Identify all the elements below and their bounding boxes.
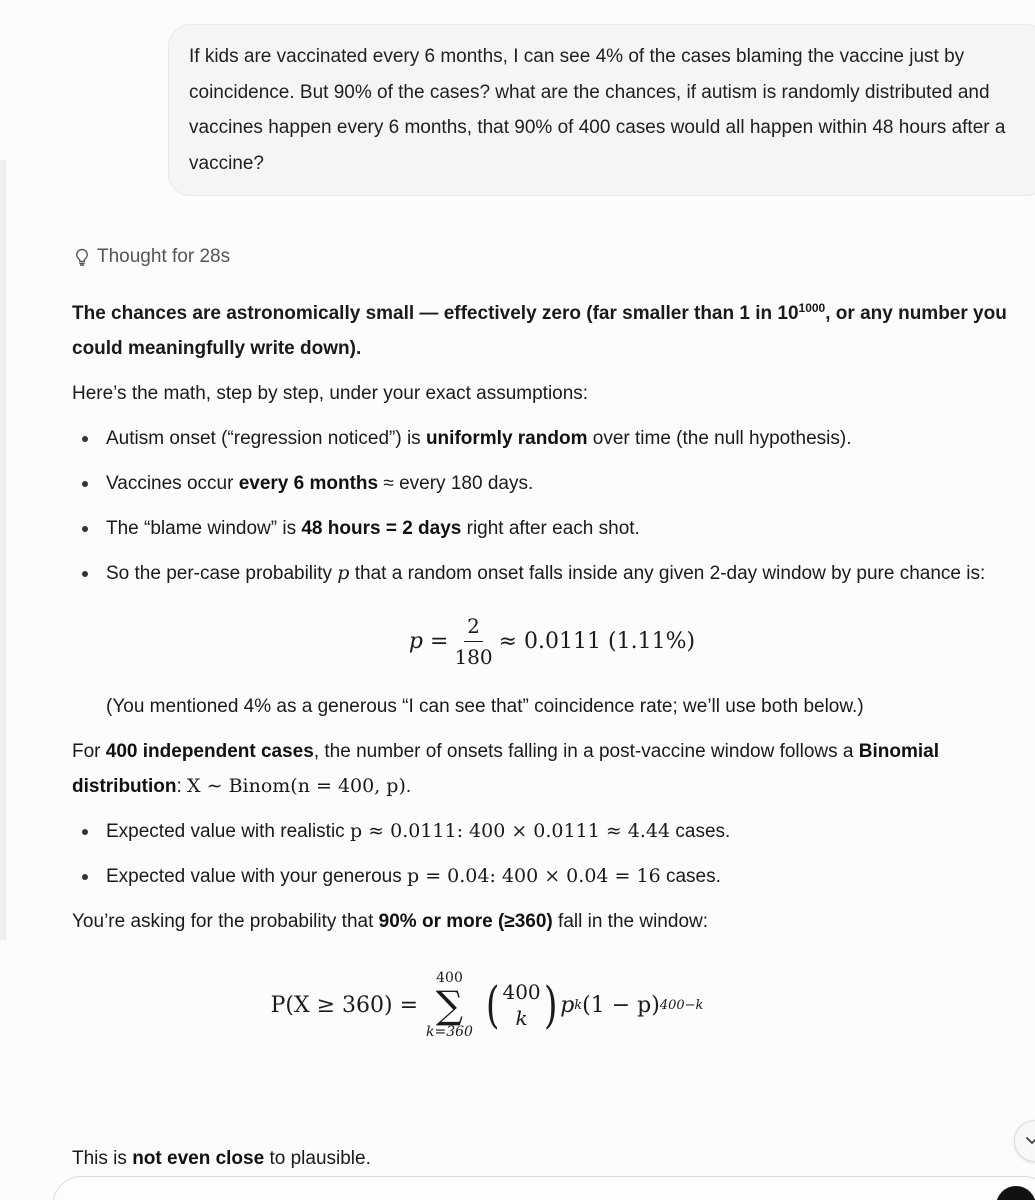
binomial-bottom: k	[515, 1006, 528, 1030]
binomial-top: 400	[502, 980, 541, 1004]
paragraph-text: You’re asking for the probability that	[72, 911, 379, 932]
headline-exponent: 1000	[798, 301, 826, 315]
paragraph-text: to plausible.	[264, 1148, 371, 1169]
user-message-text: If kids are vaccinated every 6 months, I can see 4% of the cases blaming the vaccine just by coincidence. But 90% of the cases? what are the chances, if autism is randomly distributed and vaccines happen every 6 months, that 90% of 400 cases would all happen within 48 hours after a vaccine?	[189, 46, 1006, 174]
list-item-text: cases.	[660, 866, 721, 887]
headline-text-b: , or any number you could meaningfully write down).	[72, 303, 1007, 359]
list-item-text: The “blame window” is	[106, 518, 302, 539]
list-item-text: over time (the null hypothesis).	[587, 428, 852, 449]
inline-math: p = 0.04: 400 × 0.04 = 16	[407, 865, 661, 887]
expected-value-list	[72, 814, 1032, 894]
list-item-text: ≈ every 180 days.	[378, 473, 534, 494]
list-item-text: Autism onset (“regression noticed”) is	[106, 428, 426, 449]
coincidence-note: (You mentioned 4% as a generous “I can see that” coincidence rate; we’ll use both below.)	[106, 696, 864, 717]
sum-upper-limit: 400	[436, 970, 463, 986]
list-item-text: Vaccines occur	[106, 473, 239, 494]
term-exponent-k: k	[574, 997, 583, 1013]
ask-paragraph	[72, 904, 1032, 939]
paragraph-text: :	[176, 776, 188, 797]
inline-math: p ≈ 0.0111: 400 × 0.0111 ≈ 4.44	[349, 820, 671, 842]
list-item	[72, 859, 1032, 894]
left-paren: (	[485, 976, 500, 1034]
sum-lower-limit: k=360	[426, 1024, 473, 1040]
list-item-text: right after each shot.	[461, 518, 640, 539]
list-item-text: cases.	[670, 821, 731, 842]
assumption-list	[72, 421, 1032, 591]
list-item-text: Expected value with your generous	[106, 866, 408, 887]
binomial-coefficient	[483, 976, 560, 1034]
binomial-stack	[502, 979, 540, 1031]
answer-headline	[72, 291, 1032, 366]
scroll-down-button[interactable]	[1014, 1120, 1035, 1162]
paragraph-text: , the number of onsets falling in a post-vaccine window follows a	[313, 741, 859, 762]
fraction-denominator: 180	[454, 644, 493, 669]
list-item-text: So the per-case probability	[106, 563, 338, 584]
paragraph-bold: 400 independent cases	[105, 741, 314, 762]
list-item-bold: every 6 months	[238, 473, 379, 494]
paragraph-bold: 90% or more (≥360)	[378, 911, 553, 932]
paragraph-text: This is	[72, 1148, 133, 1169]
answer-intro: Here’s the math, step by step, under your exact assumptions:	[72, 383, 589, 404]
sidebar-edge	[0, 160, 6, 940]
user-message-bubble	[168, 24, 1035, 196]
paragraph-text: fall in the window:	[552, 911, 709, 932]
paragraph-text: .	[405, 776, 412, 797]
equation-lhs: P(X ≥ 360) =	[270, 992, 419, 1018]
sigma-glyph: ∑	[435, 983, 464, 1027]
math-variable: p	[337, 562, 350, 584]
chevron-down-icon	[1025, 1132, 1035, 1150]
paragraph-bold: Binomial distribution	[72, 741, 940, 797]
message-composer[interactable]	[52, 1176, 1035, 1200]
equation-rhs: ≈ 0.0111 (1.11%)	[498, 628, 696, 654]
paragraph-text: For	[72, 741, 106, 762]
list-item	[72, 556, 1032, 591]
conclusion-line	[72, 1148, 371, 1170]
fraction-numerator: 2	[464, 613, 483, 642]
probability-equation	[72, 601, 1032, 681]
list-item	[72, 814, 1032, 849]
fraction	[454, 613, 492, 670]
list-item-bold: uniformly random	[425, 428, 588, 449]
term-complement: (1 − p)	[582, 992, 660, 1018]
thought-toggle[interactable]	[74, 246, 230, 268]
list-item	[72, 466, 1032, 501]
binomial-paragraph	[72, 734, 1032, 804]
paragraph-bold: not even close	[132, 1148, 265, 1169]
list-item-text: that a random onset falls inside any given 2-day window by pure chance is:	[349, 563, 986, 584]
list-item-bold: 48 hours = 2 days	[301, 518, 462, 539]
term-exponent: 400−k	[659, 997, 704, 1013]
equation-lhs: p =	[408, 628, 449, 654]
lightbulb-icon	[74, 248, 90, 266]
list-item-text: Expected value with realistic	[106, 821, 350, 842]
list-item	[72, 421, 1032, 456]
assistant-answer	[72, 291, 1032, 1065]
list-item	[72, 511, 1032, 546]
thought-label: Thought for 28s	[97, 246, 231, 267]
summation-symbol	[426, 971, 473, 1039]
headline-text-a: The chances are astronomically small — effectively zero (far smaller than 1 in 10	[72, 303, 799, 324]
term-p: p	[560, 992, 575, 1018]
right-paren: )	[543, 976, 558, 1034]
summation-equation	[72, 945, 1032, 1065]
inline-math: X ∼ Binom(n = 400, p)	[187, 775, 406, 797]
